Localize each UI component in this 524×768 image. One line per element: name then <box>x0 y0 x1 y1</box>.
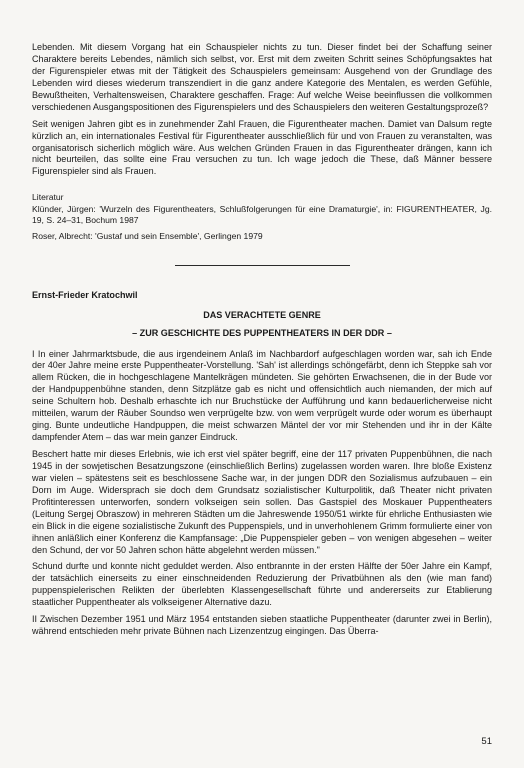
article-author: Ernst-Frieder Kratochwil <box>32 289 138 300</box>
body-paragraph: I In einer Jahrmarktsbude, die aus irgendeinem Anlaß im Nachbardorf aufgeschlagen worden war, sah ich Ende der 40er Jahre meine erste Puppentheater-Vorstellung. 'Sah' ist allerdings schöngefärbt, denn ich Steppke sah vor allem Rücken, die in hochgeschlagene Mantelkrägen mündeten. Sie gehörten Erwachsenen, die in der Bude vor der Handpuppenbühne standen, denn Sitzplätze gab es nicht und offensichtlich auch niemanden, der mich auf seine Schultern hob. Deshalb erhaschte ich nur Bruchstücke der Aufführung und kann bedauerlicherweise nicht mitteilen, warum der Räuber Soundso wen verprügelte bzw. von wem verprügelt wurde oder worum es überhaupt ging. Bunte undeutliche Handpuppen, die meist schwarzen Mäntel der vor mir Stehenden und ihr in der Kälte dampfender Atem – das war mein ganzer Eindruck. <box>32 348 492 443</box>
literature-item: Klünder, Jürgen: 'Wurzeln des Figurentheaters, Schlußfolgerungen für eine Dramaturgie', in: FIGURENTHEATER, Jg. 19, S. 24–31, Bochum 1987 <box>32 203 492 225</box>
body-paragraph: Schund durfte und konnte nicht geduldet werden. Also entbrannte in der ersten Hälfte der 50er Jahre ein Kampf, der tatsächlich einerseits zu einer einschneidenden Reduzierung der Privatbühnen als den (wie man fand) puppenspielerischen Relikten der überlebten Klassengesellschaft führte und andererseits zur Etablierung staatlicher Puppentheater als volkseigener Alternative dazu. <box>32 561 492 608</box>
page-number: 51 <box>481 736 492 748</box>
literature-item: Roser, Albrecht: 'Gustaf und sein Ensemble', Gerlingen 1979 <box>32 231 263 242</box>
section-divider <box>175 265 350 266</box>
body-paragraph: Lebenden. Mit diesem Vorgang hat ein Schauspieler nichts zu tun. Dieser findet bei der Schaffung seiner Charaktere bereits Lebendes, nämlich sich selbst, vor. Erst mit dem zweiten Schritt seines Schöpfungsaktes hat der Figurenspieler etwas mit der Tätigkeit des Schauspielers gemeinsam: Ausgehend von der Grundlage des Lebenden wird dieses wiederum transzendiert in die ganz andere Kategorie des Mentalen, es werden Gefühle, Bewußtheiten, Verhaltensweisen, Charaktere geschaffen. Frage: Auf welche Weise beeinflussen die vollkommen verschiedenen Ausgangspositionen des Figurenspielers und des Schauspielers den weiteren Gestaltungsprozeß? <box>32 42 492 112</box>
article-title: DAS VERACHTETE GENRE <box>203 309 321 320</box>
body-paragraph: II Zwischen Dezember 1951 und März 1954 entstanden sieben staatliche Puppentheater (darunter zwei in Berlin), während entschieden mehr private Bühnen nach Lizenzentzug eingingen. Das Überra- <box>32 614 492 637</box>
literature-heading: Literatur <box>32 192 64 203</box>
article-subtitle: – ZUR GESCHICHTE DES PUPPENTHEATERS IN DER DDR – <box>132 327 392 338</box>
body-paragraph: Seit wenigen Jahren gibt es in zunehmender Zahl Frauen, die Figurentheater machen. Damiet van Dalsum regte kürzlich an, ein internationales Festival für Figurentheater ausschließlich für und von Frauen zu veranstalten, was organisatorisch sicherlich möglich wäre. Aus welchen Gründen Frauen in das Figurentheater drängen, kann ich nicht beurteilen, das sollte eine Frau versuchen zu tun. Ich wage jedoch die These, daß Männer bessere Figurenspieler sind als Frauen. <box>32 118 492 177</box>
body-paragraph: Beschert hatte mir dieses Erlebnis, wie ich erst viel später begriff, eine der 117 privaten Puppenbühnen, die nach 1945 in der sowjetischen Besatzungszone (einschließlich Berlins) zugelassen worden waren. Ihre bloße Existenz war vielen – spätestens seit es beschlossene Sache war, in der jungen DDR den Sozialismus aufzubauen – ein Dorn im Auge. Widersprach sie doch dem Grundsatz sozialistischer Kulturpolitik, daß Theater nicht privaten Profitinteressen unterworfen, sondern volkseigen sein sollen. Das Gastspiel des Moskauer Puppentheaters (Leitung Sergej Obraszow) in mehreren Städten um die Jahreswende 1950/51 wirkte für ehrliche Enthusiasten wie ein Blick in die eigene sozialistische Zukunft des Puppenspiels, und in unverhohlenem Grimm formulierte einer von ihnen anläßlich einer Konferenz die Kampfansage: „Die Puppenspieler geben – von wenigen abgesehen – weiter den Schund, der vor 50 Jahren schon hätte abgelehnt werden müssen." <box>32 449 492 555</box>
